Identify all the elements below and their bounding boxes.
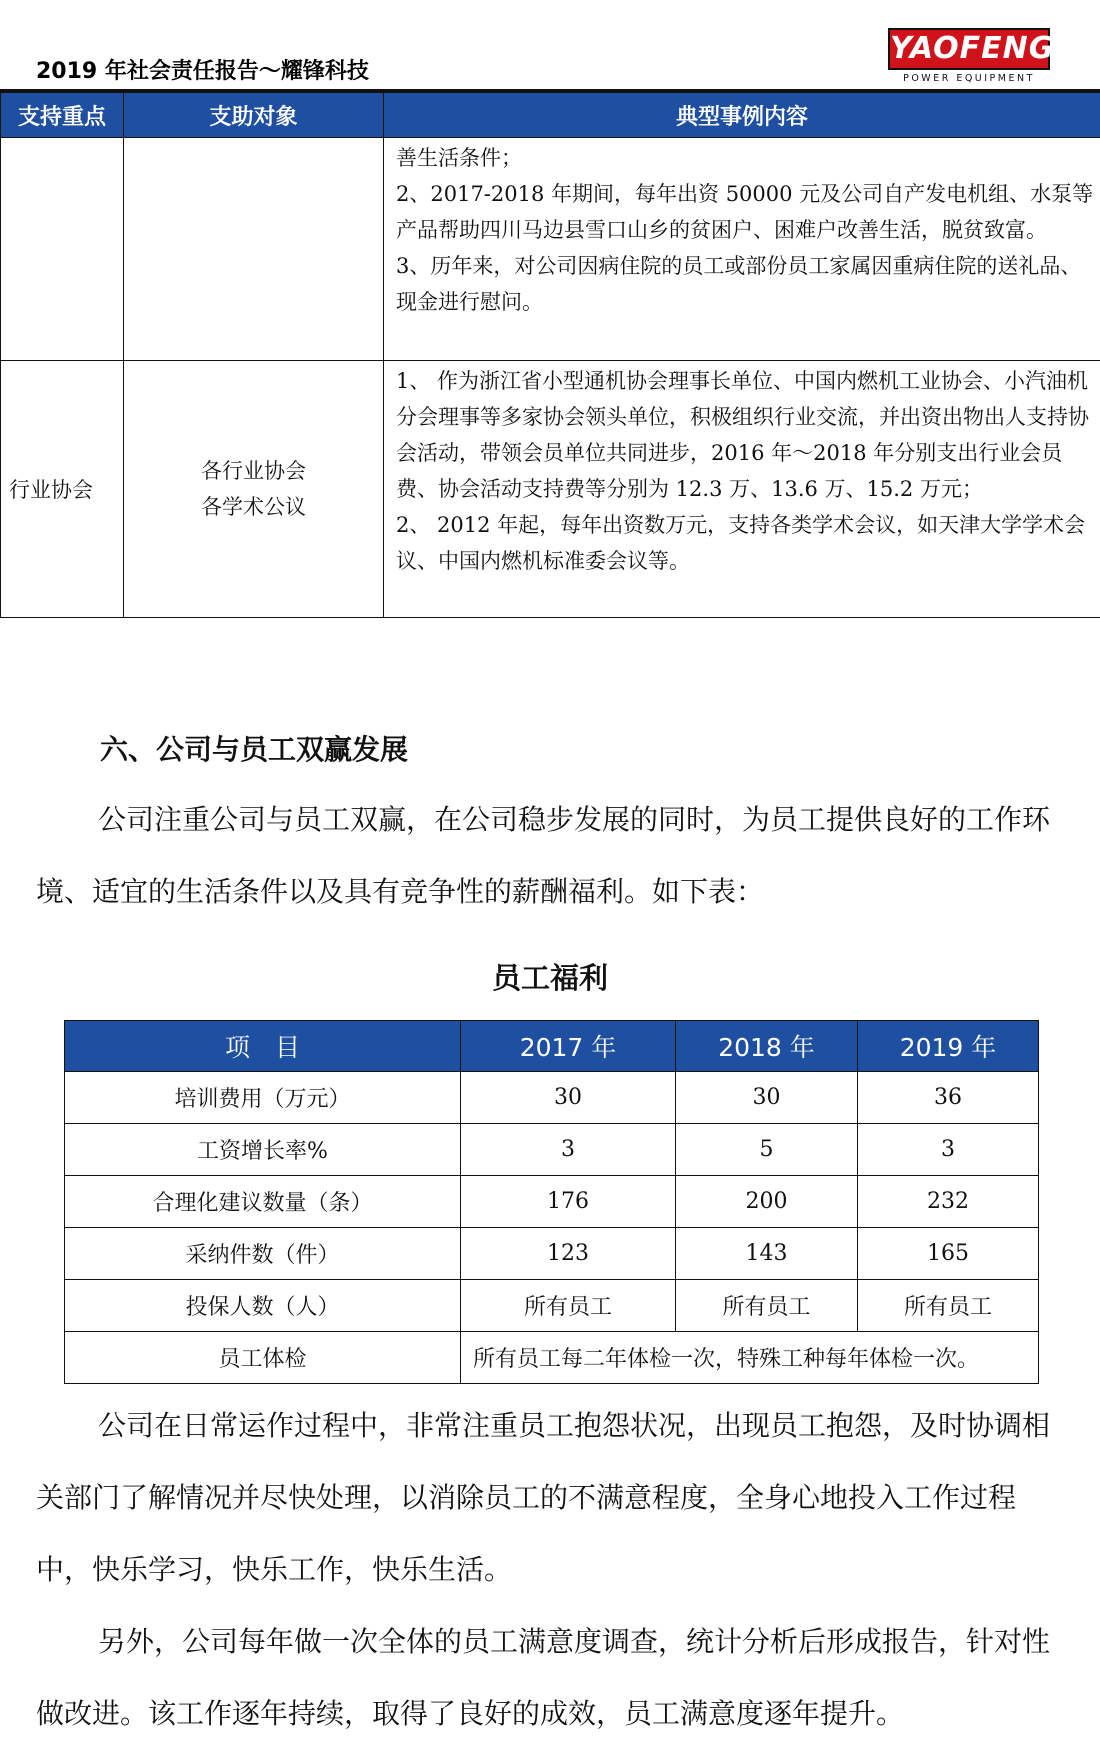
col-header-2017: 2017 年 bbox=[461, 1021, 676, 1072]
welfare-item: 采纳件数（件） bbox=[65, 1228, 461, 1280]
welfare-value: 232 bbox=[858, 1176, 1039, 1228]
welfare-value: 165 bbox=[858, 1228, 1039, 1280]
col-header-focus: 支持重点 bbox=[1, 93, 124, 138]
col-header-2018: 2018 年 bbox=[676, 1021, 858, 1072]
support-focus-cell: 行业协会 bbox=[1, 361, 124, 618]
col-header-2019: 2019 年 bbox=[858, 1021, 1039, 1072]
welfare-item: 投保人数（人） bbox=[65, 1280, 461, 1332]
company-logo bbox=[888, 28, 1055, 84]
intro-paragraph bbox=[36, 784, 1066, 928]
welfare-value: 200 bbox=[676, 1176, 858, 1228]
welfare-value: 143 bbox=[676, 1228, 858, 1280]
support-table-header bbox=[1, 93, 1100, 138]
survey-paragraph bbox=[36, 1606, 1066, 1750]
case-line: 善生活条件； bbox=[396, 146, 522, 170]
welfare-value: 30 bbox=[676, 1072, 858, 1124]
welfare-value: 36 bbox=[858, 1072, 1039, 1124]
table-row bbox=[65, 1228, 1039, 1280]
support-target-cell bbox=[124, 361, 384, 618]
table-row bbox=[1, 138, 1100, 361]
welfare-value: 123 bbox=[461, 1228, 676, 1280]
welfare-item: 工资增长率% bbox=[65, 1124, 461, 1176]
support-cases-cell bbox=[384, 138, 1100, 361]
section-heading: 六、公司与员工双赢发展 bbox=[100, 733, 409, 766]
welfare-value: 所有员工 bbox=[461, 1280, 676, 1332]
support-focus-cell bbox=[1, 138, 124, 361]
welfare-table bbox=[64, 1020, 1039, 1384]
welfare-value: 176 bbox=[461, 1176, 676, 1228]
welfare-table-header bbox=[65, 1021, 1039, 1072]
welfare-value: 3 bbox=[461, 1124, 676, 1176]
logo-wordmark: YAOFENG bbox=[888, 28, 1050, 70]
welfare-note: 所有员工每二年体检一次，特殊工种每年体检一次。 bbox=[461, 1332, 1039, 1384]
welfare-item: 培训费用（万元） bbox=[65, 1072, 461, 1124]
support-table bbox=[0, 92, 1100, 618]
logo-tagline: POWER EQUIPMENT bbox=[903, 73, 1035, 84]
case-line: 3、历年来，对公司因病住院的员工或部份员工家属因重病住院的送礼品、现金进行慰问。 bbox=[396, 254, 1082, 314]
col-header-cases: 典型事例内容 bbox=[384, 93, 1100, 138]
welfare-value: 所有员工 bbox=[858, 1280, 1039, 1332]
target-line: 各学术公议 bbox=[201, 495, 306, 519]
table-row bbox=[65, 1332, 1039, 1384]
welfare-value: 5 bbox=[676, 1124, 858, 1176]
intro-text: 公司注重公司与员工双赢，在公司稳步发展的同时，为员工提供良好的工作环境、适宜的生活条件以及具有竞争性的薪酬福利。如下表： bbox=[36, 803, 1051, 908]
table-row bbox=[65, 1280, 1039, 1332]
welfare-value: 30 bbox=[461, 1072, 676, 1124]
case-line: 2、 2012 年起，每年出资数万元，支持各类学术会议，如天津大学学术会议、中国内燃机标准委会议等。 bbox=[396, 513, 1086, 573]
welfare-value: 3 bbox=[858, 1124, 1039, 1176]
complaint-text: 公司在日常运作过程中，非常注重员工抱怨状况，出现员工抱怨，及时协调相关部门了解情况并尽快处理，以消除员工的不满意程度，全身心地投入工作过程中，快乐学习，快乐工作，快乐生活。 bbox=[36, 1409, 1051, 1586]
col-header-target: 支助对象 bbox=[124, 93, 384, 138]
welfare-item: 合理化建议数量（条） bbox=[65, 1176, 461, 1228]
table-row bbox=[65, 1124, 1039, 1176]
case-line: 1、 作为浙江省小型通机协会理事长单位、中国内燃机工业协会、小汽油机分会理事等多家协会领头单位，积极组织行业交流，并出资出物出人支持协会活动，带领会员单位共同进步，2016 年～2018 年分别支出行业会员费、协会活动支持费等分别为 12.3 万、13.6 万、15.2 万元； bbox=[396, 369, 1089, 501]
report-title: 2019 年社会责任报告～耀锋科技 bbox=[36, 59, 369, 84]
target-line: 各行业协会 bbox=[201, 459, 306, 483]
complaint-paragraph bbox=[36, 1390, 1066, 1606]
support-cases-cell bbox=[384, 361, 1100, 618]
col-header-item: 项 目 bbox=[65, 1021, 461, 1072]
table-row bbox=[1, 361, 1100, 618]
support-target-cell bbox=[124, 138, 384, 361]
welfare-item: 员工体检 bbox=[65, 1332, 461, 1384]
welfare-table-title: 员工福利 bbox=[491, 961, 608, 995]
table-row bbox=[65, 1176, 1039, 1228]
case-line: 2、2017-2018 年期间，每年出资 50000 元及公司自产发电机组、水泵等产品帮助四川马边县雪口山乡的贫困户、困难户改善生活，脱贫致富。 bbox=[396, 182, 1094, 242]
table-row bbox=[65, 1072, 1039, 1124]
welfare-value: 所有员工 bbox=[676, 1280, 858, 1332]
survey-text: 另外，公司每年做一次全体的员工满意度调查，统计分析后形成报告，针对性做改进。该工作逐年持续，取得了良好的成效，员工满意度逐年提升。 bbox=[36, 1625, 1051, 1730]
